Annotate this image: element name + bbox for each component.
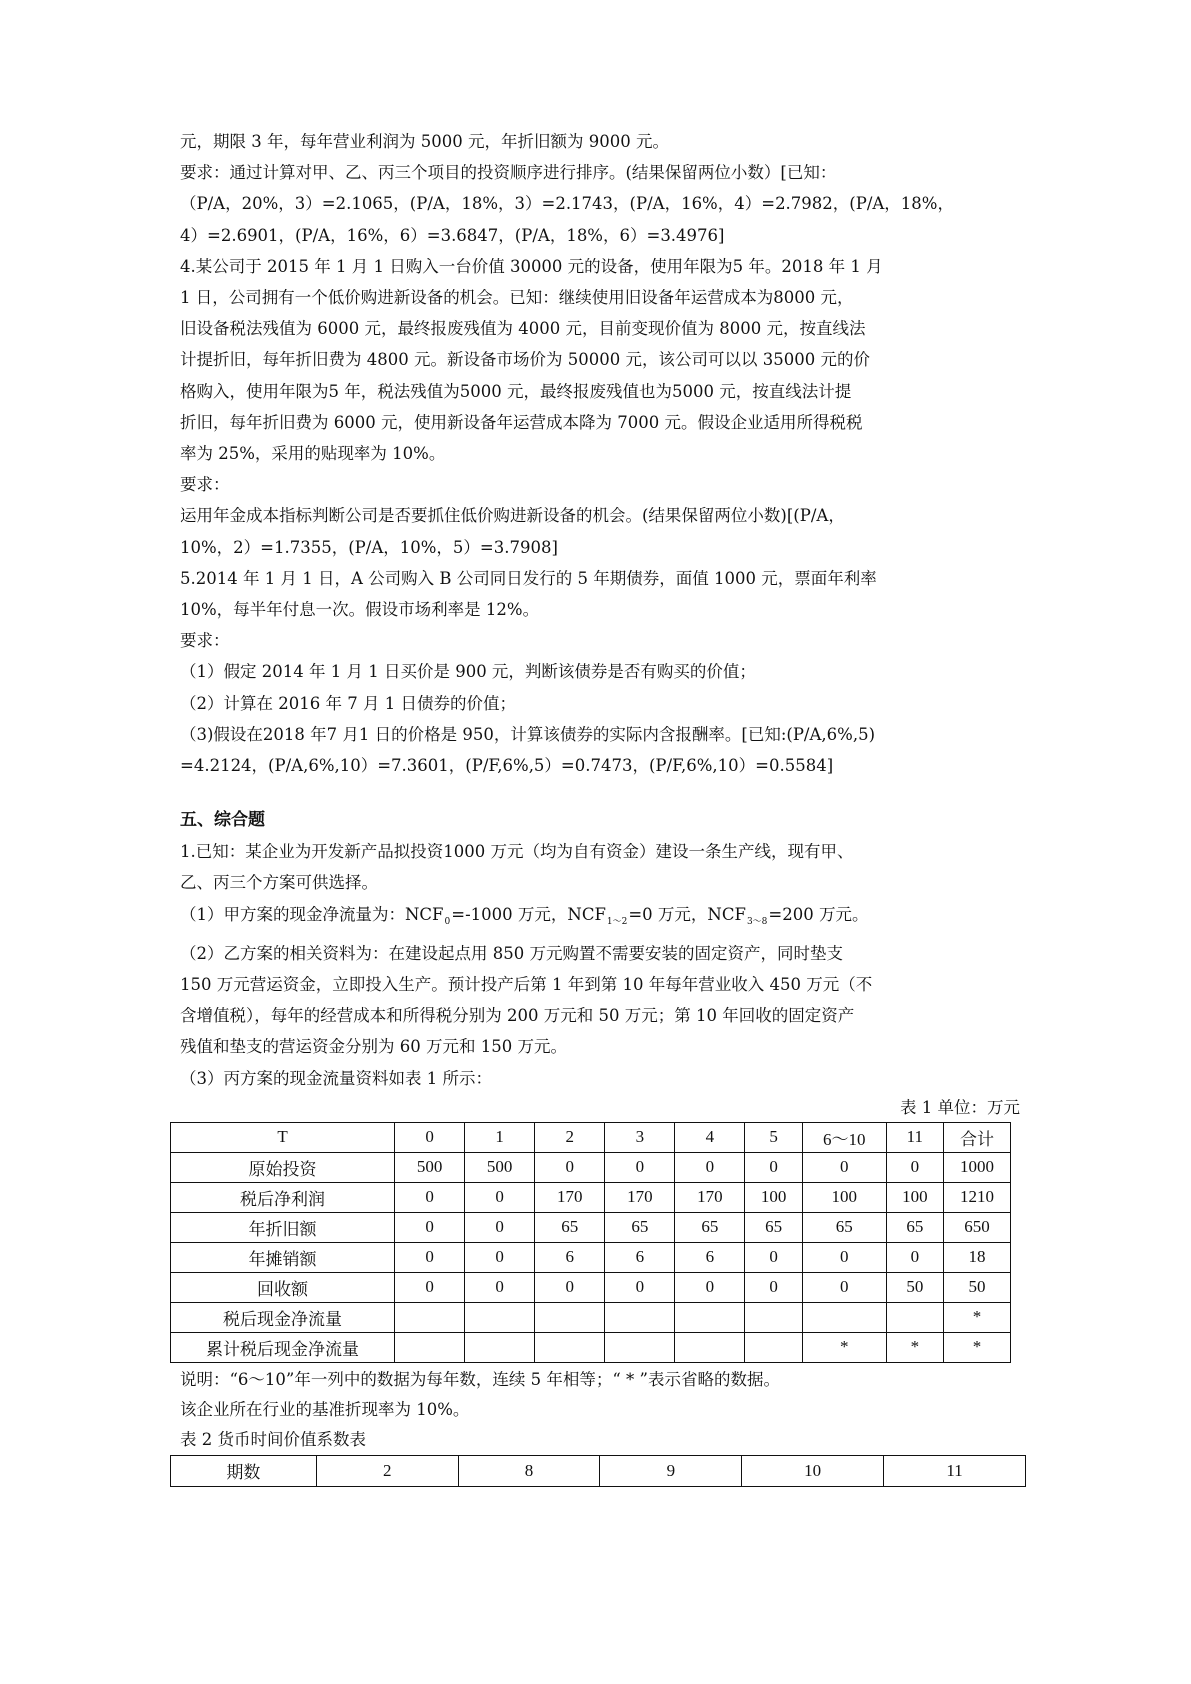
- table-cell: 0: [675, 1152, 745, 1182]
- table-cell: 9: [600, 1455, 742, 1486]
- text-line: 4.某公司于 2015 年 1 月 1 日购入一台价值 30000 元的设备，使用年限为5 年。2018 年 1 月: [180, 256, 883, 276]
- table-cell: 0: [886, 1242, 943, 1272]
- text-line: 该企业所在行业的基准折现率为 10%。: [180, 1399, 470, 1419]
- table-cell: 0: [395, 1122, 465, 1152]
- table-row: [171, 1152, 1011, 1182]
- text-line: （1）假定 2014 年 1 月 1 日买价是 900 元，判断该债券是否有购买的价值；: [180, 662, 756, 682]
- table-cell: 0: [395, 1272, 465, 1302]
- table-cell: 11: [886, 1122, 943, 1152]
- text-line: 计提折旧，每年折旧费为 4800 元。新设备市场价为 50000 元，该公司可以以 35000 元的价: [180, 350, 870, 370]
- table-cell: 100: [886, 1182, 943, 1212]
- text-line: =4.2124，(P/A,6%,10）=7.3601，(P/F,6%,5）=0.7473，(P/F,6%,10）=0.5584]: [180, 756, 834, 776]
- table-cell: 6～10: [802, 1122, 886, 1152]
- table-cell: 500: [395, 1152, 465, 1182]
- table-cell: 回收额: [171, 1272, 395, 1302]
- table-cell: [395, 1302, 465, 1332]
- table-cell: [465, 1302, 535, 1332]
- time-value-table: [170, 1455, 1026, 1487]
- table-cell: 0: [802, 1272, 886, 1302]
- table-cell: 0: [745, 1242, 802, 1272]
- table-cell: 1210: [944, 1182, 1011, 1212]
- text-line: 含增值税），每年的经营成本和所得税分别为 200 万元和 50 万元；第 10 年回收的固定资产: [180, 1006, 855, 1026]
- text-line: 1 日，公司拥有一个低价购进新设备的机会。已知：继续使用旧设备年运营成本为8000 元，: [180, 288, 854, 308]
- table-cell: 5: [745, 1122, 802, 1152]
- problem-text-block-b: [180, 836, 1020, 898]
- table-cell: [465, 1332, 535, 1362]
- text-line: （2）计算在 2016 年 7 月 1 日债券的价值；: [180, 693, 516, 713]
- table-cell: [745, 1302, 802, 1332]
- table-cell: 65: [886, 1212, 943, 1242]
- table-cell: 170: [605, 1182, 675, 1212]
- text-line: 10%，每半年付息一次。假设市场利率是 12%。: [180, 600, 540, 620]
- problem-text-block-a: [180, 126, 1020, 781]
- table-cell: 18: [944, 1242, 1011, 1272]
- table-cell: 65: [802, 1212, 886, 1242]
- table-cell: 500: [465, 1152, 535, 1182]
- table-row: [171, 1272, 1011, 1302]
- table-cell: [675, 1332, 745, 1362]
- text-line: 150 万元营运资金，立即投入生产。预计投产后第 1 年到第 10 年每年营业收入 450 万元（不: [180, 975, 873, 995]
- table-cell: 年折旧额: [171, 1212, 395, 1242]
- table-cell: 合计: [944, 1122, 1011, 1152]
- table-row: [171, 1242, 1011, 1272]
- table-cell: [745, 1332, 802, 1362]
- table-cell: 税后现金净流量: [171, 1302, 395, 1332]
- text-line: 折旧，每年折旧费为 6000 元，使用新设备年运营成本降为 7000 元。假设企业适用所得税税: [180, 412, 863, 432]
- text-line: （3）丙方案的现金流量资料如表 1 所示：: [180, 1068, 492, 1088]
- table-cell: 170: [675, 1182, 745, 1212]
- ncf-line: [180, 899, 1020, 938]
- table-cell: 2: [316, 1455, 458, 1486]
- table-cell: [605, 1302, 675, 1332]
- table-cell: 年摊销额: [171, 1242, 395, 1272]
- table-cell: 650: [944, 1212, 1011, 1242]
- table-cell: *: [886, 1332, 943, 1362]
- table-cell: 0: [395, 1212, 465, 1242]
- section-title: 五、综合题: [180, 810, 265, 831]
- table-cell: 65: [745, 1212, 802, 1242]
- table-cell: 65: [675, 1212, 745, 1242]
- table-cell: 6: [535, 1242, 605, 1272]
- table-cell: 期数: [171, 1455, 317, 1486]
- table-cell: [675, 1302, 745, 1332]
- text-line: 残值和垫支的营运资金分别为 60 万元和 150 万元。: [180, 1037, 567, 1057]
- ncf-subscript-2: 3～8: [746, 916, 768, 927]
- text-line: 运用年金成本指标判断公司是否要抓住低价购进新设备的机会。(结果保留两位小数)[(P/A，: [180, 506, 845, 526]
- table-cell: [605, 1332, 675, 1362]
- table-cell: 1000: [944, 1152, 1011, 1182]
- table-cell: 11: [884, 1455, 1026, 1486]
- text-line: 要求：通过计算对甲、乙、丙三个项目的投资顺序进行排序。(结果保留两位小数）[已知：: [180, 163, 837, 183]
- table-cell: [886, 1302, 943, 1332]
- table-cell: 100: [745, 1182, 802, 1212]
- text-line: 1.已知：某企业为开发新产品拟投资1000 万元（均为自有资金）建设一条生产线，现有甲、: [180, 842, 854, 862]
- ncf-subscript-1: 1～2: [606, 916, 628, 927]
- text-line: 要求：: [180, 475, 230, 495]
- text-line: 格购入，使用年限为5 年，税法残值为5000 元，最终报废残值也为5000 元，按直线法计提: [180, 381, 852, 401]
- table-cell: 0: [886, 1152, 943, 1182]
- table-cell: 170: [535, 1182, 605, 1212]
- table-cell: 税后净利润: [171, 1182, 395, 1212]
- table-cell: 100: [802, 1182, 886, 1212]
- text-line: （2）乙方案的相关资料为：在建设起点用 850 万元购置不需要安装的固定资产，同时垫支: [180, 943, 843, 963]
- text-line: （3)假设在2018 年7 月1 日的价格是 950，计算该债券的实际内含报酬率。[已知:(P/A,6%,5): [180, 724, 876, 744]
- text-line: 元，期限 3 年，每年营业利润为 5000 元，年折旧额为 9000 元。: [180, 132, 669, 151]
- ncf-prefix: （1）甲方案的现金净流量为：NCF: [180, 904, 444, 924]
- ncf-subscript-0: 0: [444, 916, 451, 927]
- text-line: 表 2 货币时间价值系数表: [180, 1429, 366, 1449]
- table-cell: *: [944, 1332, 1011, 1362]
- table-cell: [802, 1302, 886, 1332]
- table-cell: 4: [675, 1122, 745, 1152]
- cash-flow-table: [170, 1122, 1011, 1363]
- text-line: 要求：: [180, 631, 230, 651]
- table-cell: 0: [395, 1242, 465, 1272]
- problem-text-block-d: [180, 1365, 1020, 1455]
- table-cell: 8: [458, 1455, 600, 1486]
- table-cell: [535, 1302, 605, 1332]
- table-cell: 10: [742, 1455, 884, 1486]
- table-cell: 0: [802, 1242, 886, 1272]
- ncf-part-2: =0 万元，NCF: [628, 904, 746, 924]
- text-line: （P/A，20%，3）=2.1065，(P/A，18%，3）=2.1743，(P/A，16%，4）=2.7982，(P/A，18%，: [180, 194, 954, 214]
- table-cell: 0: [465, 1182, 535, 1212]
- text-line: 4）=2.6901，(P/A，16%，6）=3.6847，(P/A，18%，6）=3.4976]: [180, 225, 725, 245]
- table-cell: [535, 1332, 605, 1362]
- table-cell: 0: [395, 1182, 465, 1212]
- problem-text-block-c: [180, 938, 1020, 1094]
- table-cell: 6: [605, 1242, 675, 1272]
- table-cell: 0: [745, 1272, 802, 1302]
- table-cell: 0: [605, 1272, 675, 1302]
- table-row: [171, 1302, 1011, 1332]
- table-header-row: [171, 1122, 1011, 1152]
- table-cell: 2: [535, 1122, 605, 1152]
- table-cell: 0: [535, 1152, 605, 1182]
- table-cell: 65: [605, 1212, 675, 1242]
- table-header-row: [171, 1455, 1026, 1486]
- text-line: 说明：“6～10”年一列中的数据为每年数，连续 5 年相等；“ * ”表示省略的数据。: [180, 1369, 780, 1389]
- document-page: [180, 126, 1020, 1487]
- table-cell: 3: [605, 1122, 675, 1152]
- text-line: 旧设备税法残值为 6000 元，最终报废残值为 4000 元，目前变现价值为 8000 元，按直线法: [180, 319, 866, 339]
- table-cell: *: [944, 1302, 1011, 1332]
- table-cell: [395, 1332, 465, 1362]
- table-cell: T: [171, 1122, 395, 1152]
- table-cell: 原始投资: [171, 1152, 395, 1182]
- table1-caption: 表 1 单位：万元: [900, 1097, 1020, 1117]
- table-cell: 0: [675, 1272, 745, 1302]
- table-cell: 0: [802, 1152, 886, 1182]
- table-cell: 50: [944, 1272, 1011, 1302]
- table-cell: 累计税后现金净流量: [171, 1332, 395, 1362]
- table-cell: 0: [605, 1152, 675, 1182]
- table-cell: 0: [745, 1152, 802, 1182]
- table-cell: 0: [535, 1272, 605, 1302]
- text-line: 10%，2）=1.7355，(P/A，10%，5）=3.7908]: [180, 537, 558, 557]
- table-cell: *: [802, 1332, 886, 1362]
- table-cell: 65: [535, 1212, 605, 1242]
- text-line: 5.2014 年 1 月 1 日，A 公司购入 B 公司同日发行的 5 年期债券，面值 1000 元，票面年利率: [180, 568, 877, 588]
- text-line: 乙、丙三个方案可供选择。: [180, 873, 378, 893]
- table-row: [171, 1332, 1011, 1362]
- text-line: 率为 25%，采用的贴现率为 10%。: [180, 444, 446, 464]
- ncf-part-1: =-1000 万元，NCF: [451, 904, 606, 924]
- table-cell: 1: [465, 1122, 535, 1152]
- table-row: [171, 1182, 1011, 1212]
- ncf-part-3: =200 万元。: [768, 904, 869, 924]
- table-cell: 0: [465, 1212, 535, 1242]
- table-row: [171, 1212, 1011, 1242]
- table-cell: 0: [465, 1242, 535, 1272]
- table-cell: 0: [465, 1272, 535, 1302]
- table-cell: 6: [675, 1242, 745, 1272]
- table-cell: 50: [886, 1272, 943, 1302]
